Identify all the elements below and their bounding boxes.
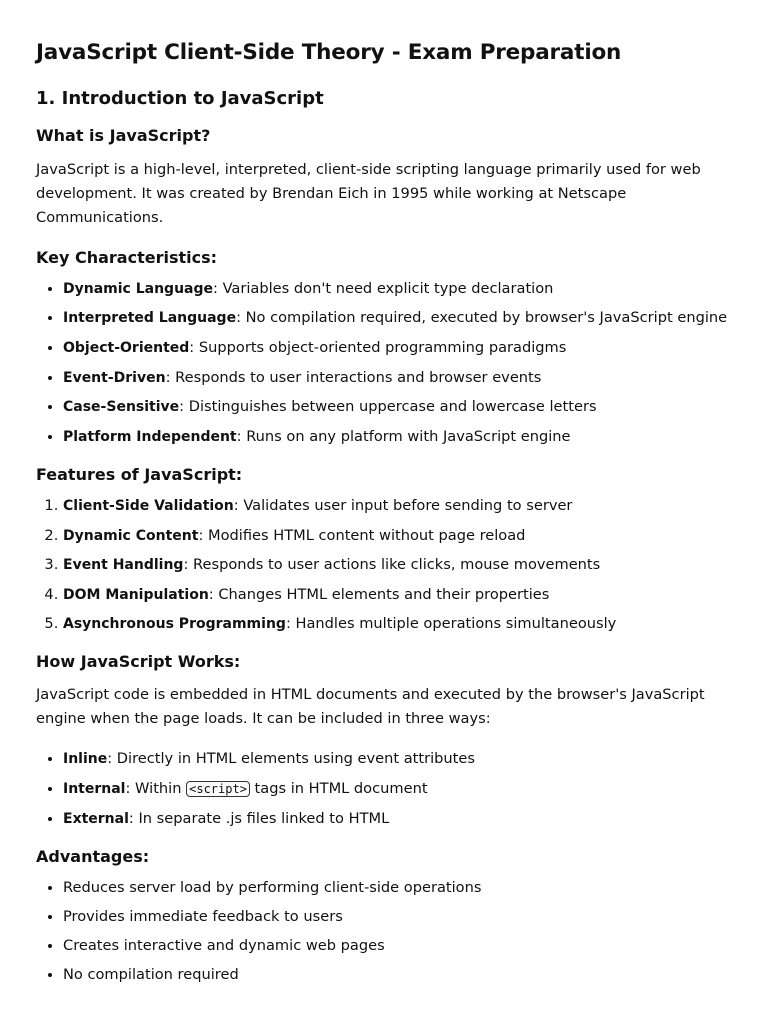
list-item [63,397,732,417]
description: : Directly in HTML elements using event attributes [107,750,475,768]
paragraph-how-js-works: JavaScript code is embedded in HTML documents and executed by the browser's JavaScript engine when the page loads. It can be included in three ways: [36,686,705,728]
subheading-advantages: Advantages: [36,846,150,866]
list-item [63,526,732,546]
list-item [63,614,732,634]
term: Platform Independent [63,428,237,445]
list-item: • No compilation required [63,965,732,985]
subheading-key-characteristics: Key Characteristics: [36,247,218,267]
list-item: • Reduces server load by performing client-side operations [63,878,732,898]
subheading-what-is-js: What is JavaScript? [36,126,211,146]
term: Interpreted Language [63,310,237,327]
term: DOM Manipulation [63,586,209,603]
description: : In separate .js files linked to HTML [128,809,390,827]
description: : Distinguishes between uppercase and lowercase letters [179,398,597,416]
list-item: • Creates interactive and dynamic web pages [63,936,732,956]
term: Internal [63,781,126,798]
description: : Modifies HTML content without page reload [198,526,526,544]
list-item [63,749,732,769]
list-item [63,308,732,328]
description: : Validates user input before sending to server [233,496,573,514]
list-features [36,496,732,634]
description: : Responds to user actions like clicks, mouse movements [183,556,601,574]
term: Client-Side Validation [63,497,234,514]
list-item: • Provides immediate feedback to users [63,907,732,927]
section-heading-intro: 1. Introduction to JavaScript [36,87,324,109]
list-item [63,279,732,299]
list-item [63,496,732,516]
list-advantages [36,878,732,985]
list-item [63,779,732,799]
description: tags in HTML document [249,780,428,798]
subheading-features: Features of JavaScript: [36,464,243,484]
list-item [63,555,732,575]
list-item [63,585,732,605]
term: Event Handling [63,557,184,574]
description: : Handles multiple operations simultaneously [285,615,617,633]
term: External [63,810,129,827]
list-key-characteristics [36,279,732,447]
description: : No compilation required, executed by browser's JavaScript engine [236,309,728,327]
description: : Within [125,780,187,798]
list-inclusion-methods [36,749,732,828]
term: Dynamic Language [63,280,214,297]
list-item [63,368,732,388]
page-title: JavaScript Client-Side Theory - Exam Preparation [36,40,622,65]
term: Event-Driven [63,369,166,386]
list-item [63,427,732,447]
list-item [63,338,732,358]
inline-code: <script> [186,781,250,797]
term: Asynchronous Programming [63,616,286,633]
description: : Runs on any platform with JavaScript engine [236,427,571,445]
description: : Variables don't need explicit type declaration [213,279,554,297]
subheading-how-js-works: How JavaScript Works: [36,652,241,672]
term: Dynamic Content [63,527,199,544]
description: : Changes HTML elements and their properties [208,585,550,603]
description: : Responds to user interactions and browser events [165,368,542,386]
description: : Supports object-oriented programming paradigms [189,338,567,356]
term: Object-Oriented [63,339,190,356]
term: Case-Sensitive [63,399,180,416]
paragraph-what-is-js: JavaScript is a high-level, interpreted, client-side scripting language primarily used for web development. It was created by Brendan Eich in 1995 while working at Netscape Communications. [36,160,701,226]
term: Inline [63,751,108,768]
list-item [63,809,732,829]
